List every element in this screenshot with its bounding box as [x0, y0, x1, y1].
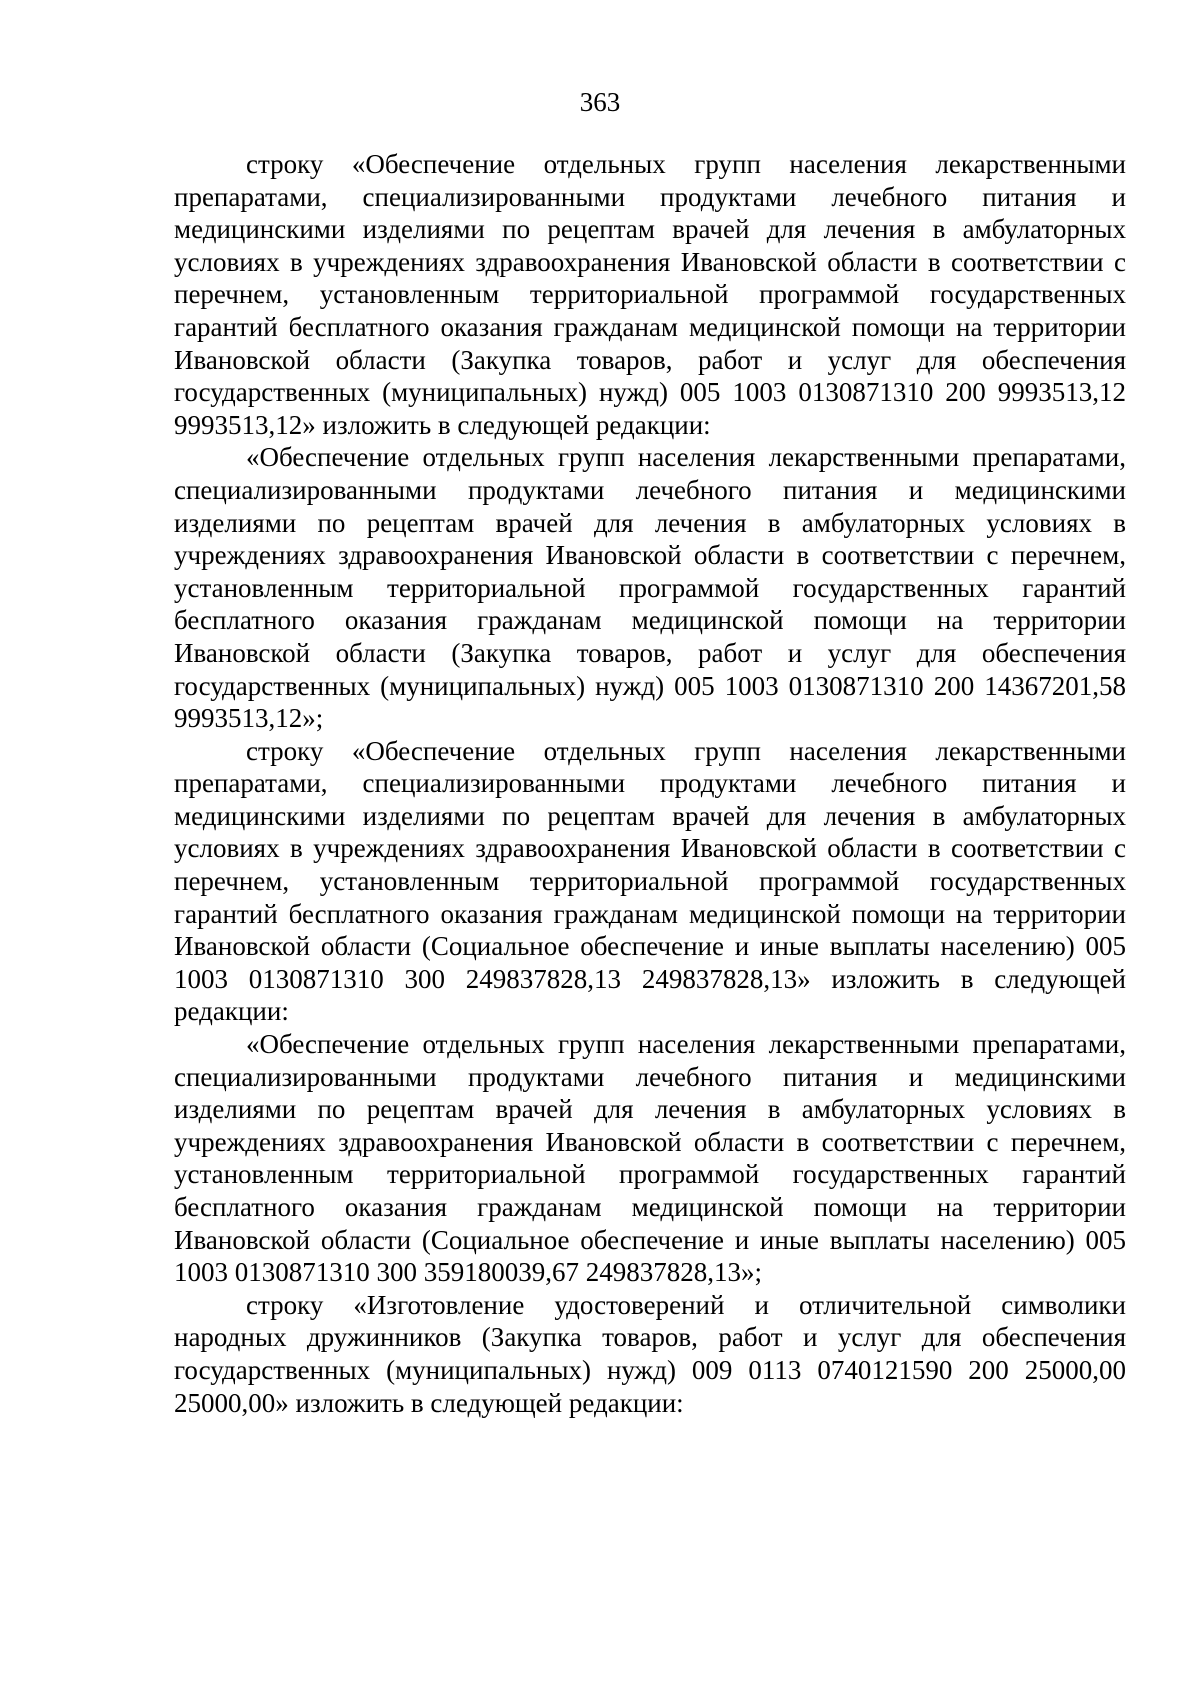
paragraph-4: «Обеспечение отдельных групп населения лекарственными препаратами, специализированными продуктами лечебного питания и медицинскими изделиями по рецептам врачей для лечения в амбулаторных условиях в учреждениях здравоохранения Ивановской области в соответствии с перечнем, установленным территориальной программой государственных гарантий бесплатного оказания гражданам медицинской помощи на территории Ивановской области (Социальное обеспечение и иные выплаты населению) 005 1003 0130871310 300 359180039,67 249837828,13»; — [174, 1029, 1126, 1288]
paragraph-2: «Обеспечение отдельных групп населения лекарственными препаратами, специализированными продуктами лечебного питания и медицинскими изделиями по рецептам врачей для лечения в амбулаторных условиях в учреждениях здравоохранения Ивановской области в соответствии с перечнем, установленным территориальной программой государственных гарантий бесплатного оказания гражданам медицинской помощи на территории Ивановской области (Закупка товаров, работ и услуг для обеспечения государственных (муниципальных) нужд) 005 1003 0130871310 200 14367201,58 9993513,12»; — [174, 442, 1126, 734]
paragraph-5: строку «Изготовление удостоверений и отличительной символики народных дружинников (Закупка товаров, работ и услуг для обеспечения государственных (муниципальных) нужд) 009 0113 0740121590 200 25000,00 25000,00» изложить в следующей редакции: — [174, 1289, 1126, 1418]
page-number: 363 — [579, 87, 621, 117]
paragraph-3: строку «Обеспечение отдельных групп населения лекарственными препаратами, специализированными продуктами лечебного питания и медицинскими изделиями по рецептам врачей для лечения в амбулаторных условиях в учреждениях здравоохранения Ивановской области в соответствии с перечнем, установленным территориальной программой государственных гарантий бесплатного оказания гражданам медицинской помощи на территории Ивановской области (Социальное обеспечение и иные выплаты населению) 005 1003 0130871310 300 249837828,13 249837828,13» изложить в следующей редакции: — [174, 735, 1126, 1027]
paragraph-1: строку «Обеспечение отдельных групп населения лекарственными препаратами, специализированными продуктами лечебного питания и медицинскими изделиями по рецептам врачей для лечения в амбулаторных условиях в учреждениях здравоохранения Ивановской области в соответствии с перечнем, установленным территориальной программой государственных гарантий бесплатного оказания гражданам медицинской помощи на территории Ивановской области (Закупка товаров, работ и услуг для обеспечения государственных (муниципальных) нужд) 005 1003 0130871310 200 9993513,12 9993513,12» изложить в следующей редакции: — [174, 149, 1126, 440]
document-body — [174, 148, 1126, 1419]
